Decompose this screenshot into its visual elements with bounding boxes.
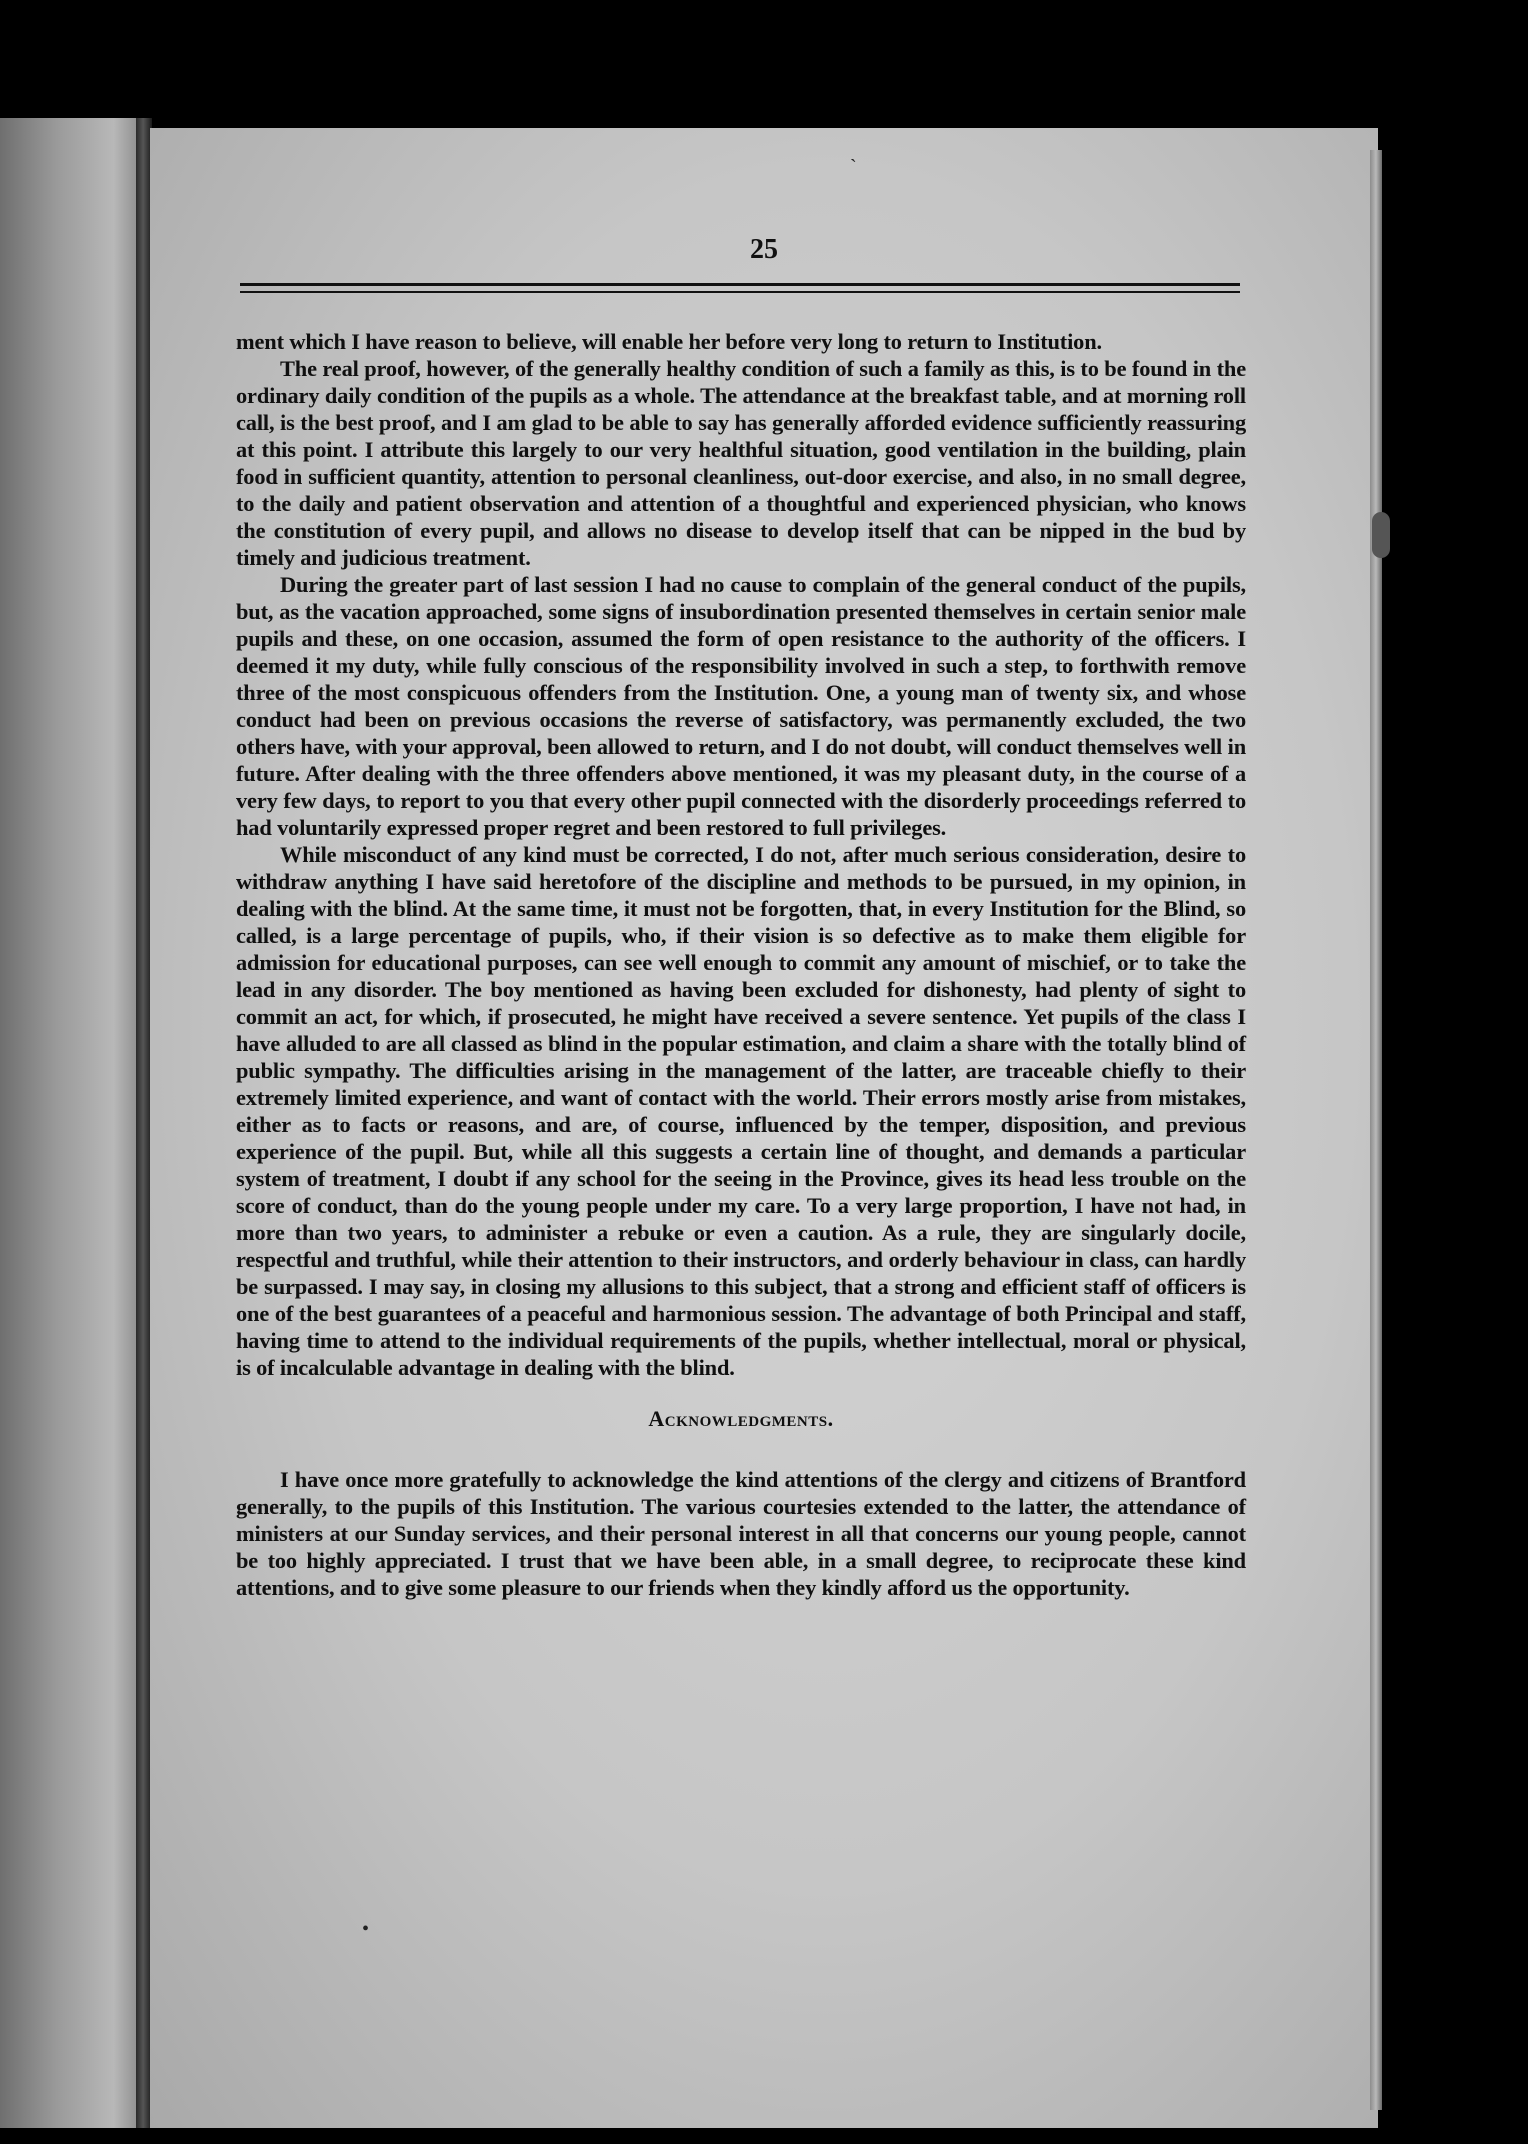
paragraph-health: The real proof, however, of the generally healthy condition of such a family as this, is to be found in the ordinary daily condition of the pupils as a whole. The attendance at the breakfast table, and at morning roll call, is the best proof, and I am glad to be able to say has generally afforded evidence sufficiently reassuring at this point. I attribute this largely to our very healthful situation, good ventilation in the building, plain food in sufficient quantity, attention to personal cleanliness, out-door exercise, and also, in no small degree, to the daily and patient observation and attention of a thoughtful and experienced physician, who knows the constitution of every pupil, and allows no disease to develop itself that can be nipped in the bud by timely and judicious treatment.	[236, 356, 1246, 570]
scan-mark: •	[362, 1918, 370, 1940]
paragraph-continuation: ment which I have reason to believe, will enable her before very long to return to Institution.	[236, 329, 1102, 354]
section-heading: Acknowledgments.	[648, 1406, 834, 1431]
page-edge	[1370, 150, 1382, 2110]
header-rule-thin	[240, 291, 1240, 293]
paragraph-conduct: During the greater part of last session I had no cause to complain of the general conduct of the pupils, but, as the vacation approached, some signs of insubordination presented themselves in certain senior male pupils and these, on one occasion, assumed the form of open resistance to the authority of the officers. I deemed it my duty, while fully conscious of the responsibility involved in such a step, to forthwith remove three of the most conspicuous offenders from the Institution. One, a young man of twenty six, and whose conduct had been on previous occasions the reverse of satisfactory, was permanently excluded, the two others have, with your approval, been allowed to return, and I do not doubt, will conduct themselves well in future. After dealing with the three offenders above mentioned, it was my pleasant duty, in the course of a very few days, to report to you that every other pupil connected with the disorderly proceedings referred to had voluntarily expressed proper regret and been restored to full privileges.	[236, 572, 1246, 840]
scan-clip	[1372, 512, 1390, 558]
document-page	[150, 128, 1378, 2128]
scan-mark: ˋ	[850, 156, 857, 178]
header-rule	[240, 283, 1240, 286]
page-number: 25	[750, 234, 778, 265]
paragraph-acknowledgments: I have once more gratefully to acknowledge the kind attentions of the clergy and citizens of Brantford generally, to the pupils of this Institution. The various courtesies extended to the latter, the attendance of ministers at our Sunday services, and their personal interest in all that concerns our young people, cannot be too highly appreciated. I trust that we have been able, in a small degree, to reciprocate these kind attentions, and to give some pleasure to our friends when they kindly afford us the opportunity.	[236, 1467, 1246, 1600]
paragraph-discipline: While misconduct of any kind must be corrected, I do not, after much serious consideration, desire to withdraw anything I have said heretofore of the discipline and methods to be pursued, in my opinion, in dealing with the blind. At the same time, it must not be forgotten, that, in every Institution for the Blind, so called, is a large percentage of pupils, who, if their vision is so defective as to make them eligible for admission for educational purposes, can see well enough to commit any amount of mischief, or to take the lead in any disorder. The boy mentioned as having been excluded for dishonesty, had plenty of sight to commit an act, for which, if prosecuted, he might have received a severe sentence. Yet pupils of the class I have alluded to are all classed as blind in the popular estimation, and claim a share with the totally blind of public sympathy. The difficulties arising in the management of the latter, are traceable chiefly to their extremely limited experience, and want of contact with the world. Their errors mostly arise from mistakes, either as to facts or reasons, and are, of course, influenced by the temper, disposition, and previous experience of the pupil. But, while all this suggests a certain line of thought, and demands a particular system of treatment, I doubt if any school for the seeing in the Province, gives its head less trouble on the score of conduct, than do the young people under my care. To a very large proportion, I have not had, in more than two years, to administer a rebuke or even a caution. As a rule, they are singularly docile, respectful and truthful, while their attention to their instructors, and orderly behaviour in class, can hardly be surpassed. I may say, in closing my allusions to this subject, that a strong and efficient staff of officers is one of the best guarantees of a peaceful and harmonious session. The advantage of both Principal and staff, having time to attend to the individual requirements of the pupils, whether intellectual, moral or physical, is of incalculable advantage in dealing with the blind.	[236, 842, 1246, 1380]
body-text	[236, 328, 1246, 1601]
left-page-edge	[0, 118, 142, 2128]
